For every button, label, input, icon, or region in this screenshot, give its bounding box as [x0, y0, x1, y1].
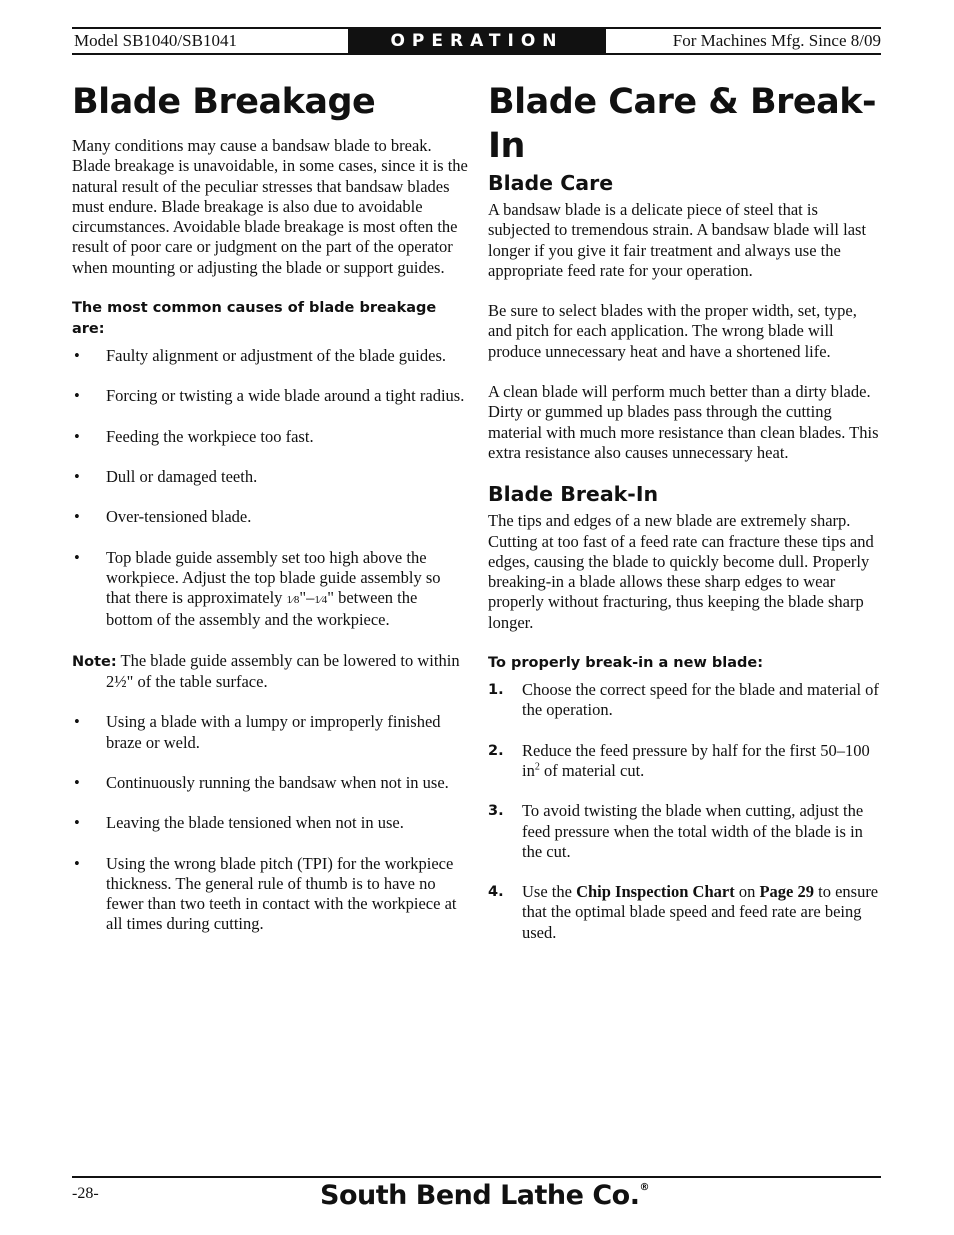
bullet-glyph: • [74, 386, 80, 406]
step-3: 3. To avoid twisting the blade when cutting, adjust the feed pressure when the total width of the blade is in the cut. [488, 801, 864, 861]
bullet-glyph: • [74, 712, 80, 732]
page-29-ref: Page 29 [759, 882, 814, 902]
breakin-steps-leadin: To properly break-in a new blade: [488, 655, 764, 672]
note-label: Note: [72, 653, 117, 670]
blade-breakage-title: Blade Breakage [72, 82, 376, 122]
causes-leadin: The most common causes of blade breakage are: [72, 300, 437, 338]
step-4: 4. Use the Chip Inspection Chart on Page 29 to ensure that the optimal blade speed and feed rate are being used. [488, 882, 879, 942]
bullet-glyph: • [74, 772, 80, 792]
left-column [72, 80, 468, 955]
care-paragraph-2: Be sure to select blades with the proper width, set, type, and pitch for each application. The wrong blade will produce unnecessary heat and have a shortened life. [488, 301, 857, 361]
note-text: The blade guide assembly can be lowered to within 2½" of the table surface. [106, 650, 460, 692]
guide-note [72, 651, 468, 693]
fraction-one-quarter: 1⁄4 [314, 594, 328, 607]
list-item: • Over-tensioned blade. [74, 507, 252, 527]
bullet-glyph: • [74, 466, 80, 486]
list-item: • Leaving the blade tensioned when not in use. [74, 813, 404, 833]
bullet-glyph: • [74, 813, 80, 833]
registered-mark: ® [639, 1182, 649, 1193]
section-banner: OPERATION [348, 29, 606, 53]
step-2: 2. Reduce the feed pressure by half for the first 50–100 $in^2$ of material cut. [488, 740, 870, 780]
causes-list [72, 346, 468, 631]
page-footer [72, 1176, 881, 1216]
blade-care-title: Blade Care & Break-In [488, 82, 877, 166]
bullet-glyph: • [74, 853, 80, 873]
chip-inspection-chart-ref: Chip Inspection Chart [576, 882, 735, 902]
footer-rule [72, 1176, 881, 1178]
page-number: -28- [72, 1185, 99, 1202]
bullet-glyph: • [74, 426, 80, 446]
list-item: • Forcing or twisting a wide blade around a tight radius. [74, 386, 465, 406]
superscript-squared: 2 [534, 761, 540, 773]
list-item: • Using a blade with a lumpy or improperly finished braze or weld. [74, 712, 441, 752]
header-bottom-rule [72, 53, 881, 55]
bullet-glyph: • [74, 507, 80, 527]
list-item: • Faulty alignment or adjustment of the blade guides. [74, 346, 447, 366]
list-item-guide-height: • Top blade guide assembly set too high above the workpiece. Adjust the top blade guide assembly so that there is approximately 1⁄8"–1⁄4" between the bottom of the assembly and the workpiece. [74, 547, 441, 630]
step-1: 1. Choose the correct speed for the blade and material of the operation. [488, 680, 879, 720]
list-item: • Feeding the workpiece too fast. [74, 426, 314, 446]
bullet-glyph: • [74, 547, 80, 567]
blade-care-heading: Blade Care [488, 171, 614, 195]
care-paragraph-1: A bandsaw blade is a delicate piece of steel that is subjected to tremendous strain. A bandsaw blade will last longer if you give it fair treatment and always use the appropriate feed rate for your operation. [488, 200, 867, 280]
page-header [72, 27, 881, 55]
model-label: Model SB1040/SB1041 [74, 31, 237, 50]
causes-list-continued [72, 712, 468, 934]
machines-since-label: For Machines Mfg. Since 8/09 [672, 31, 881, 50]
blade-breakin-heading: Blade Break-In [488, 482, 659, 507]
list-item: • Dull or damaged teeth. [74, 466, 258, 486]
fraction-one-eighth: 1⁄8 [286, 594, 300, 607]
breakin-steps [488, 680, 882, 943]
breakin-paragraph: The tips and edges of a new blade are extremely sharp. Cutting at too fast of a feed rate can fracture these tips and edges, causing the blade to quickly become dull. Properly breaking-in a blade allows these sharp edges to wear properly without fracturing, thus keeping the blade sharp longer. [488, 511, 874, 632]
care-paragraph-3: A clean blade will perform much better than a dirty blade. Dirty or gummed up blades pass through the cutting material with much more resistance than clean blades. This extra resistance also causes unnecessary heat. [488, 382, 879, 462]
breakage-intro: Many conditions may cause a bandsaw blade to break. Blade breakage is unavoidable, in some cases, since it is the natural result of the peculiar stresses that bandsaw blades must endure. Blade breakage is also due to avoidable circumstances. Avoidable blade breakage is most often the result of poor care or judgment on the part of the operator when mounting or adjusting the blade or support guides. [72, 136, 468, 277]
right-column [488, 80, 882, 963]
bullet-glyph: • [74, 346, 80, 366]
list-item: • Using the wrong blade pitch (TPI) for the workpiece thickness. The general rule of thumb is to have no fewer than two teeth in contact with the workpiece at all times during cutting. [74, 853, 457, 934]
brand-logo: South Bend Lathe Co.® [320, 1180, 649, 1211]
list-item: • Continuously running the bandsaw when not in use. [74, 772, 449, 792]
